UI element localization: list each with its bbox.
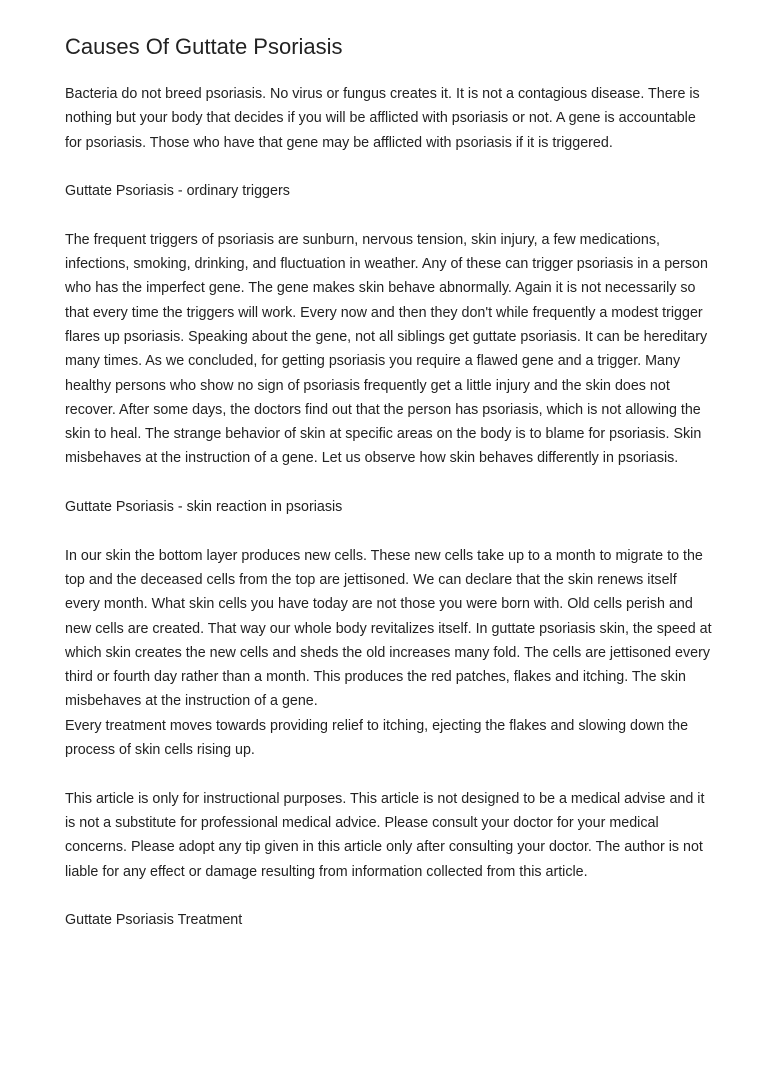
spacer bbox=[65, 884, 715, 908]
spacer bbox=[65, 203, 715, 227]
spacer bbox=[65, 471, 715, 495]
spacer bbox=[65, 519, 715, 543]
triggers-paragraph: The frequent triggers of psoriasis are sunburn, nervous tension, skin injury, a few medications, infections, smoking, drinking, and fluctuation in weather. Any of these can trigger psoriasis in a person who has the imperfect gene. The gene makes skin behave abnormally. Again it is not necessarily so that every time the triggers will work. Every now and then they don't while frequently a modest trigger flares up psoriasis. Speaking about the gene, not all siblings get guttate psoriasis. It can be hereditary many times. As we concluded, for getting psoriasis you require a flawed gene and a trigger. Many healthy persons who show no sign of psoriasis frequently get a little injury and the skin does not recover. After some days, the doctors find out that the person has psoriasis, which is not allowing the skin to heal. The strange behavior of skin at specific areas on the body is to blame for psoriasis. Skin misbehaves at the instruction of a gene. Let us observe how skin behaves differently in psoriasis. bbox=[65, 231, 708, 467]
section-heading-skin-reaction: Guttate Psoriasis - skin reaction in psoriasis bbox=[65, 499, 343, 516]
skin-reaction-paragraph: In our skin the bottom layer produces new cells. These new cells take up to a month to migrate to the top and the deceased cells from the top are jettisoned. We can declare that the skin renews itself every month. What skin cells you have today are not those you were born with. Old cells perish and new cells are created. That way our whole body revitalizes itself. In guttate psoriasis skin, the speed at which skin creates the new cells and sheds the old increases many fold. The cells are jettisoned every third or fourth day rather than a month. This produces the red patches, flakes and itching. The skin misbehaves at the instruction of a gene. bbox=[65, 547, 712, 710]
spacer bbox=[65, 155, 715, 179]
intro-paragraph: Bacteria do not breed psoriasis. No virus or fungus creates it. It is not a contagious disease. There is nothing but your body that decides if you will be afflicted with psoriasis or not. A gene is accountable for psoriasis. Those who have that gene may be afflicted with psoriasis if it is triggered. bbox=[65, 86, 700, 151]
treatment-note-paragraph: Every treatment moves towards providing relief to itching, ejecting the flakes and slowing down the process of skin cells rising up. bbox=[65, 717, 689, 759]
document-page bbox=[65, 32, 715, 932]
page-title: Causes Of Guttate Psoriasis bbox=[65, 34, 343, 59]
spacer bbox=[65, 762, 715, 786]
section-heading-triggers: Guttate Psoriasis - ordinary triggers bbox=[65, 183, 290, 200]
section-heading-treatment: Guttate Psoriasis Treatment bbox=[65, 912, 243, 929]
disclaimer-paragraph: This article is only for instructional purposes. This article is not designed to be a medical advise and it is not a substitute for professional medical advice. Please consult your doctor for your medical concerns. Please adopt any tip given in this article only after consulting your doctor. The author is not liable for any effect or damage resulting from information collected from this article. bbox=[65, 790, 705, 880]
